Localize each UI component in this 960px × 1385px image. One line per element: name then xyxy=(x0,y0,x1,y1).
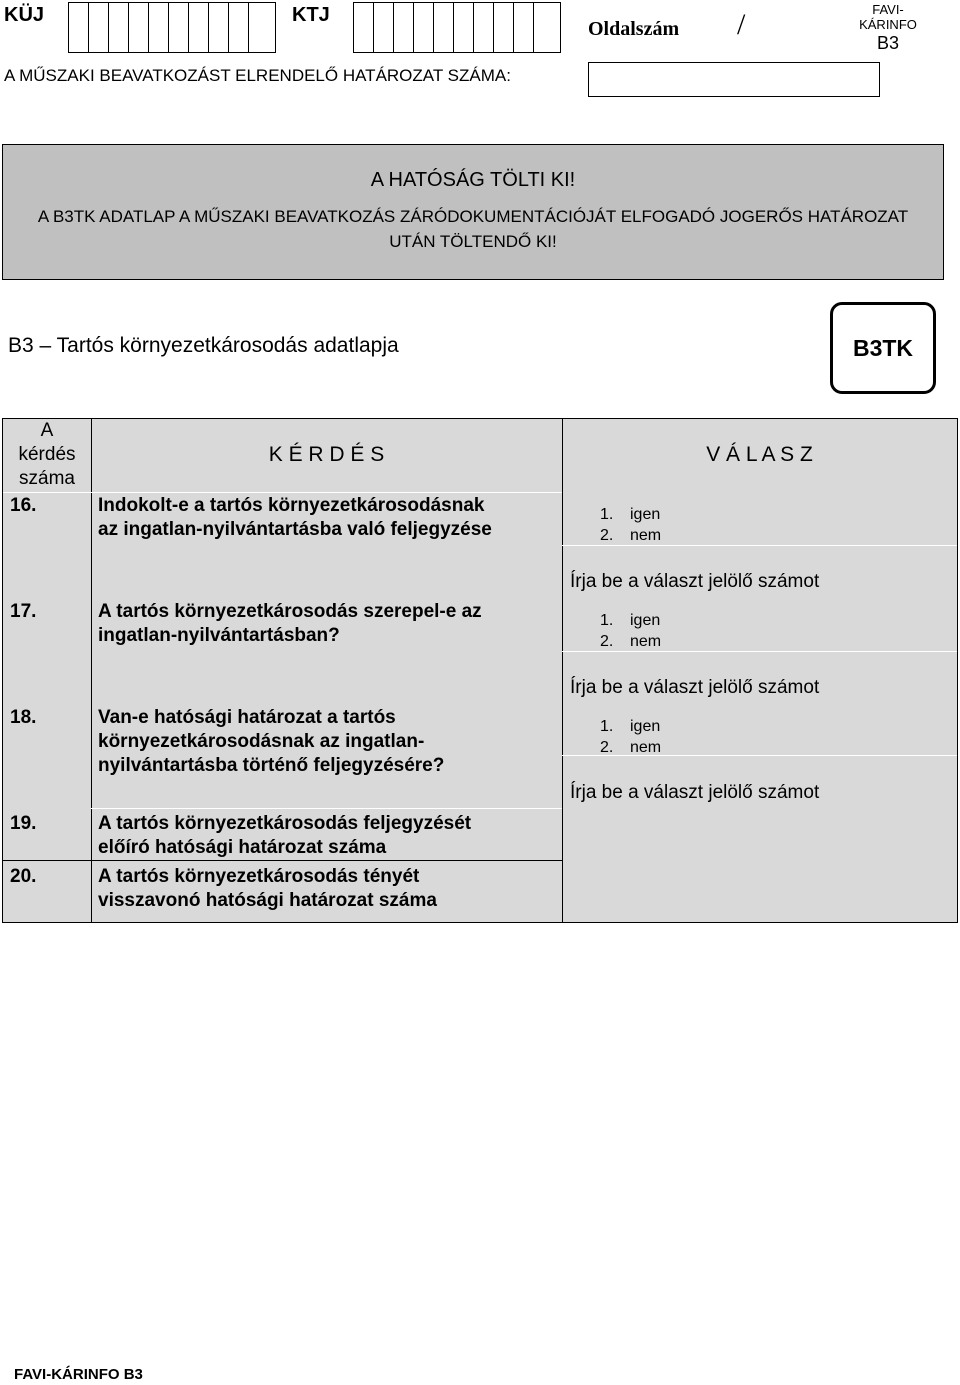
option-label: igen xyxy=(630,718,661,735)
answer-option-yes xyxy=(600,716,661,737)
row-divider xyxy=(3,492,91,493)
question-text-line: Indokolt-e a tartós környezetkárosodásnak xyxy=(98,495,485,516)
answer-option-no xyxy=(600,737,661,758)
question-text-line: A tartós környezetkárosodás tényét xyxy=(98,866,420,887)
kuj-digit-box[interactable] xyxy=(149,3,169,52)
question-number-header xyxy=(3,419,91,491)
page-number-label: Oldalszám xyxy=(588,18,680,40)
question-text xyxy=(98,494,492,542)
question-number: 18. xyxy=(10,707,37,728)
kuj-code-boxes[interactable] xyxy=(68,2,276,53)
kuj-digit-box[interactable] xyxy=(209,3,229,52)
option-label: nem xyxy=(630,633,662,650)
ktj-digit-box[interactable] xyxy=(394,3,414,52)
form-code-line: FAVI- xyxy=(872,2,904,17)
question-number: 20. xyxy=(10,866,37,887)
answer-option-no xyxy=(600,525,661,546)
question-text-line: A tartós környezetkárosodás feljegyzését xyxy=(98,813,472,834)
page-separator: / xyxy=(737,8,746,41)
form-code-line: KÁRINFO xyxy=(859,17,917,32)
option-number: 1. xyxy=(600,612,614,629)
option-number: 2. xyxy=(600,633,614,650)
question-text-line: A tartós környezetkárosodás szerepel-e az xyxy=(98,601,482,622)
ktj-digit-box[interactable] xyxy=(374,3,394,52)
answer-options xyxy=(600,716,661,758)
footer-label: FAVI-KÁRINFO B3 xyxy=(14,1366,143,1383)
option-number: 2. xyxy=(600,739,614,756)
question-table xyxy=(2,418,958,923)
question-number: 19. xyxy=(10,813,37,834)
ktj-digit-box[interactable] xyxy=(514,3,534,52)
option-label: igen xyxy=(630,612,661,629)
header-line: A xyxy=(40,420,54,441)
answer-options xyxy=(600,610,661,652)
question-column-header: K É R D É S xyxy=(268,443,385,466)
authority-banner xyxy=(2,144,944,280)
ktj-digit-box[interactable] xyxy=(474,3,494,52)
answer-hint[interactable]: Írja be a választ jelölő számot xyxy=(570,677,820,698)
question-text-line: környezetkárosodásnak az ingatlan- xyxy=(98,731,425,752)
ktj-digit-box[interactable] xyxy=(434,3,454,52)
banner-instruction xyxy=(3,204,943,254)
option-number: 2. xyxy=(600,527,614,544)
column-divider xyxy=(91,419,92,922)
column-divider xyxy=(562,419,563,922)
banner-instruction-line: A B3TK ADATLAP A MŰSZAKI BEAVATKOZÁS ZÁRÓDOKUMENTÁCIÓJÁT ELFOGADÓ JOGERŐS HATÁROZAT xyxy=(37,207,909,226)
kuj-label: KÜJ xyxy=(4,4,45,26)
kuj-digit-box[interactable] xyxy=(249,3,269,52)
form-code-line: B3 xyxy=(876,33,900,53)
form-code xyxy=(848,2,928,54)
question-text xyxy=(98,812,471,860)
answer-option-yes xyxy=(600,504,661,525)
question-number: 16. xyxy=(10,495,37,516)
kuj-digit-box[interactable] xyxy=(229,3,249,52)
answer-hint[interactable]: Írja be a választ jelölő számot xyxy=(570,571,820,592)
header-line: kérdés xyxy=(18,444,76,465)
ktj-digit-box[interactable] xyxy=(454,3,474,52)
question-number: 17. xyxy=(10,601,37,622)
row-divider xyxy=(91,492,562,493)
answer-column-header: V Á L A S Z xyxy=(706,443,813,466)
ktj-digit-box[interactable] xyxy=(494,3,514,52)
ktj-code-boxes[interactable] xyxy=(353,2,561,53)
question-text-line: előíró hatósági határozat száma xyxy=(98,837,387,858)
option-number: 1. xyxy=(600,506,614,523)
answer-hint[interactable]: Írja be a választ jelölő számot xyxy=(570,782,820,803)
question-text xyxy=(98,706,444,778)
ktj-label: KTJ xyxy=(292,4,330,26)
banner-heading: A HATÓSÁG TÖLTI KI! xyxy=(370,169,576,191)
kuj-digit-box[interactable] xyxy=(109,3,129,52)
header-line: száma xyxy=(19,468,75,489)
kuj-digit-box[interactable] xyxy=(169,3,189,52)
kuj-digit-box[interactable] xyxy=(189,3,209,52)
answer-options xyxy=(600,504,661,546)
banner-instruction-line: UTÁN TÖLTENDŐ KI! xyxy=(389,232,557,251)
kuj-digit-box[interactable] xyxy=(69,3,89,52)
ktj-digit-box[interactable] xyxy=(534,3,554,52)
question-text-line: nyilvántartásba történő feljegyzésére? xyxy=(98,755,445,776)
ktj-digit-box[interactable] xyxy=(354,3,374,52)
question-text xyxy=(98,865,437,913)
kuj-digit-box[interactable] xyxy=(89,3,109,52)
question-text-line: az ingatlan-nyilvántartásba való feljegyzése xyxy=(98,519,492,540)
question-text-line: visszavonó hatósági határozat száma xyxy=(98,890,437,911)
option-label: nem xyxy=(630,527,662,544)
option-label: igen xyxy=(630,506,661,523)
ktj-digit-box[interactable] xyxy=(414,3,434,52)
option-number: 1. xyxy=(600,718,614,735)
section-title: B3 – Tartós környezetkárosodás adatlapja xyxy=(8,334,399,357)
decision-number-label: A MŰSZAKI BEAVATKOZÁST ELRENDELŐ HATÁROZAT SZÁMA: xyxy=(4,66,511,85)
answer-option-no xyxy=(600,631,661,652)
decision-number-field[interactable] xyxy=(588,62,880,97)
question-text xyxy=(98,600,482,648)
question-text-line: Van-e hatósági határozat a tartós xyxy=(98,707,396,728)
answer-option-yes xyxy=(600,610,661,631)
row-divider xyxy=(3,860,562,861)
option-label: nem xyxy=(630,739,662,756)
kuj-digit-box[interactable] xyxy=(129,3,149,52)
section-badge: B3TK xyxy=(830,302,936,394)
question-text-line: ingatlan-nyilvántartásban? xyxy=(98,625,340,646)
row-divider xyxy=(91,808,562,809)
